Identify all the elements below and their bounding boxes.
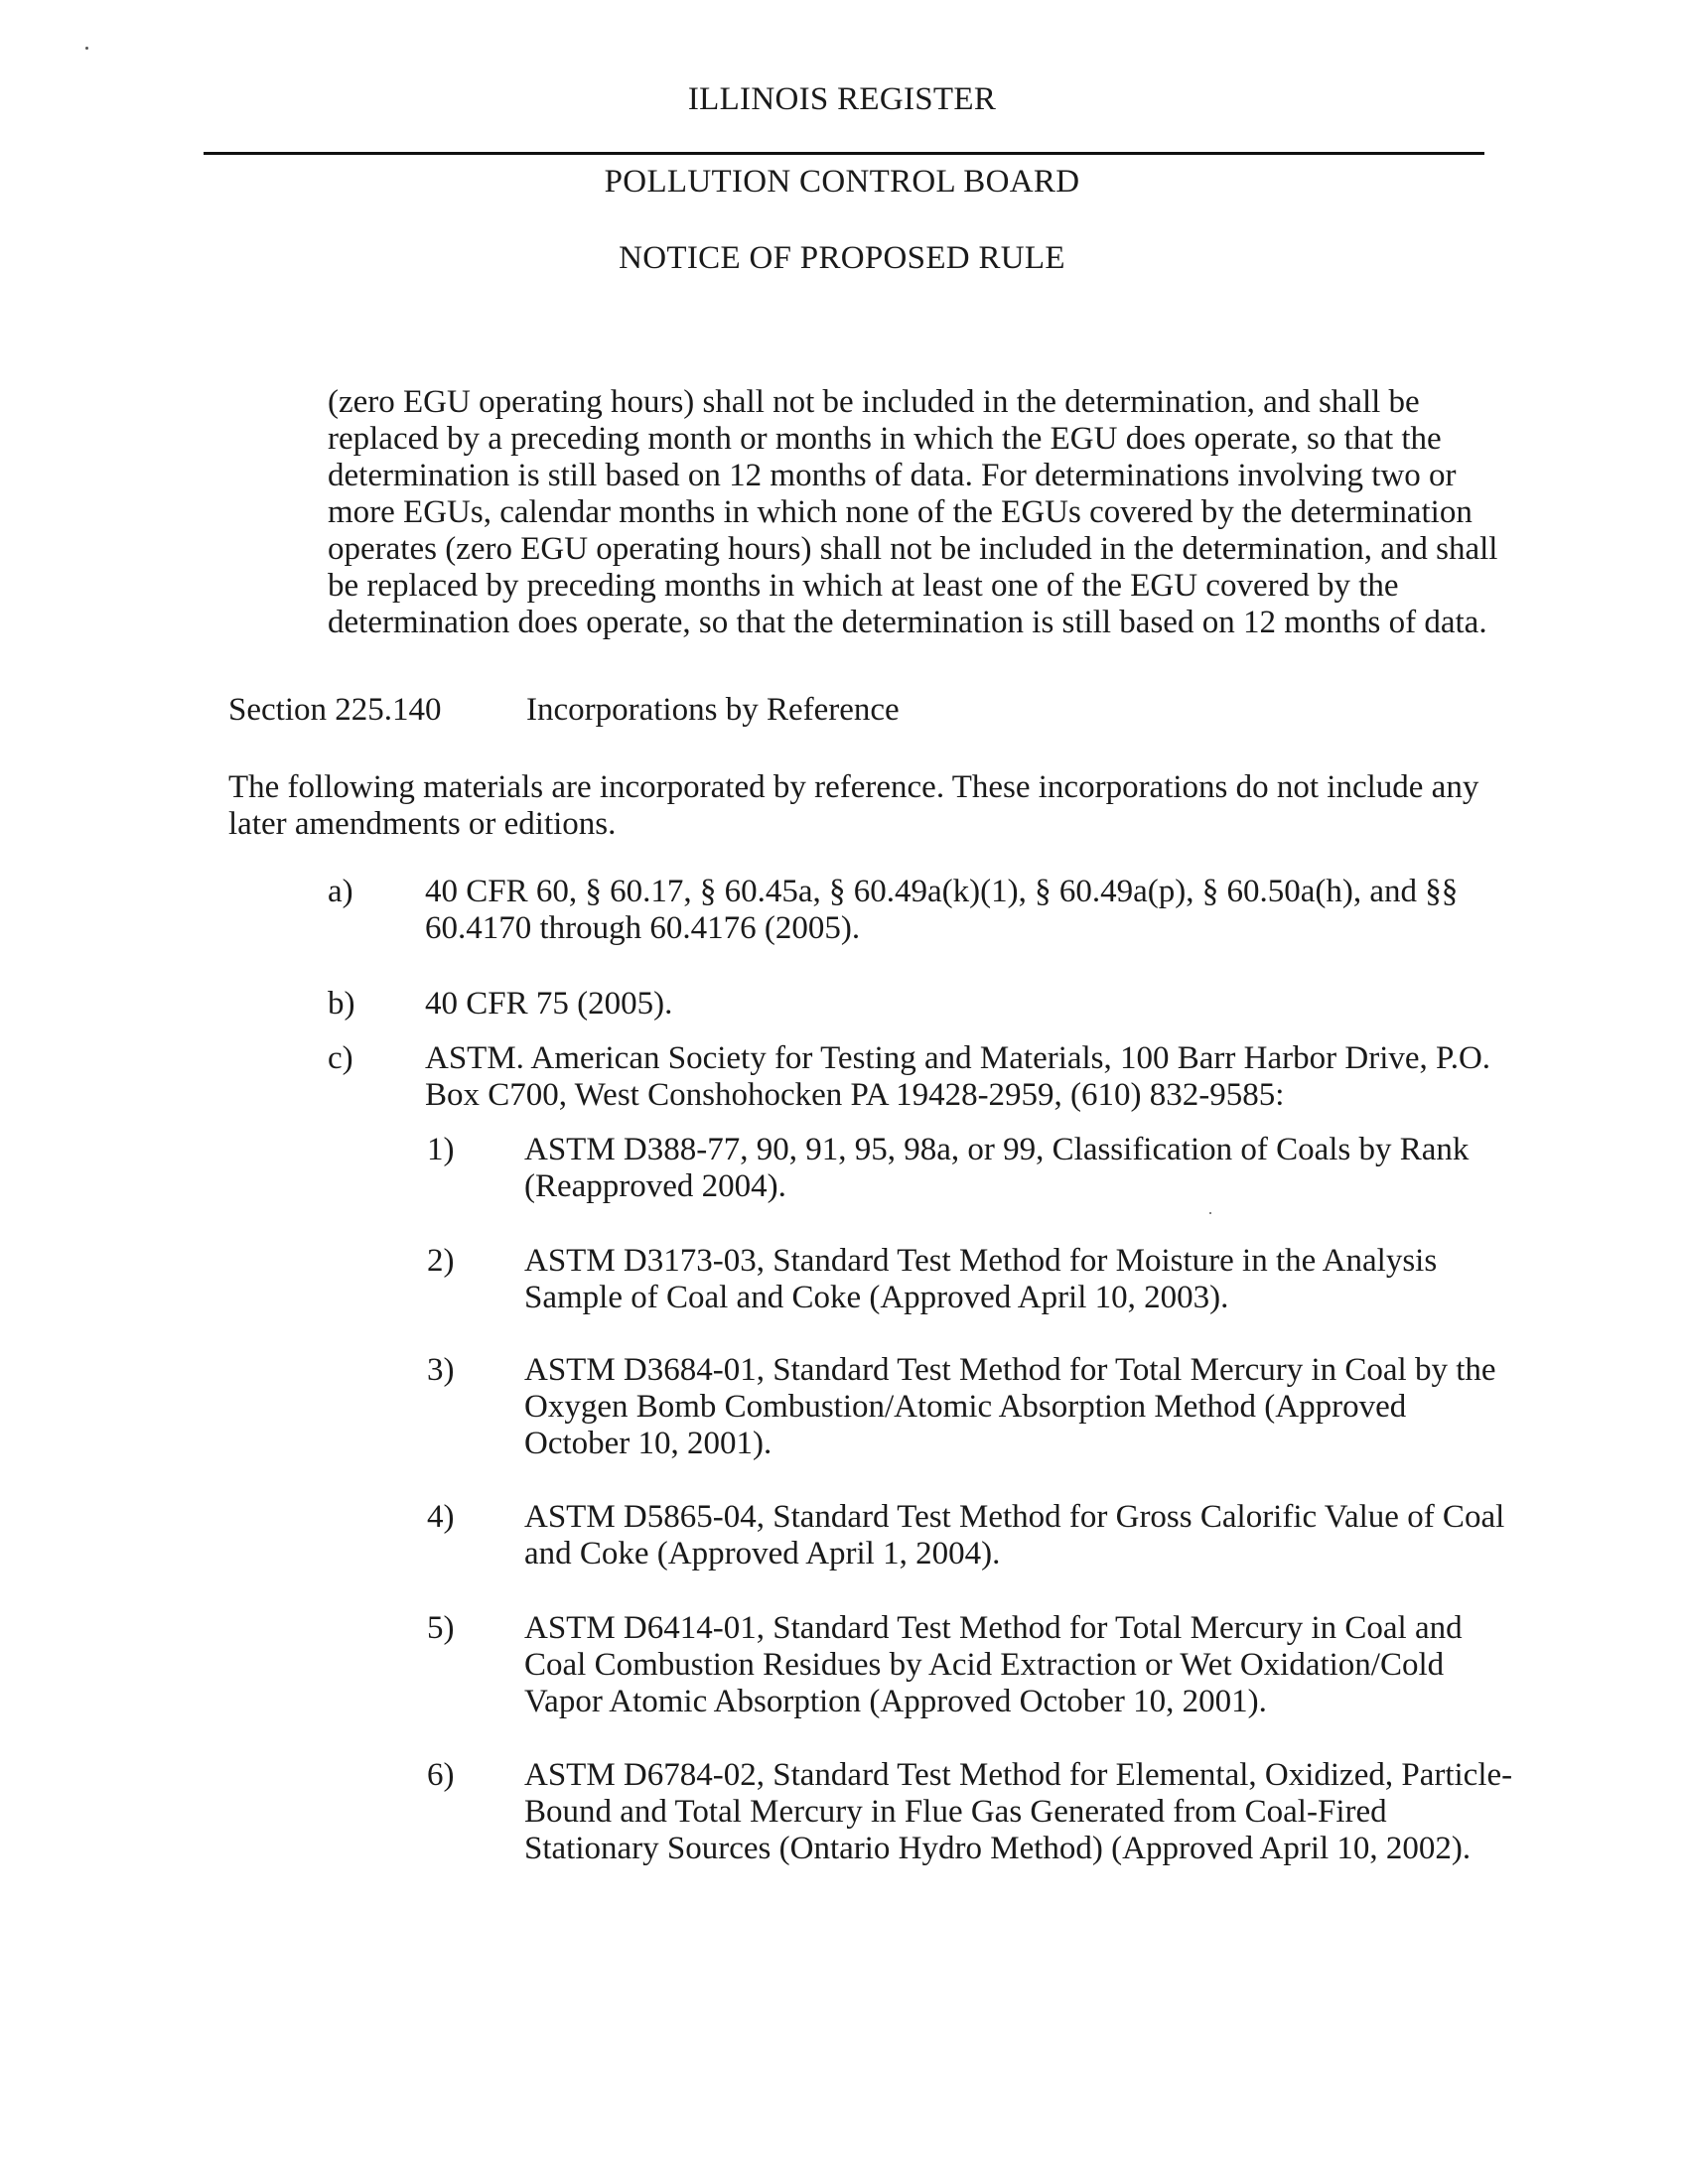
intro-paragraph: The following materials are incorporated by reference. These incorporations do not include any later amendments or editions. <box>228 769 1479 842</box>
subitem-label: 2) <box>427 1243 455 1279</box>
board-title: POLLUTION CONTROL BOARD <box>604 164 1080 200</box>
item-text: 40 CFR 75 (2005). <box>425 986 673 1022</box>
item-text: ASTM. American Society for Testing and Materials, 100 Barr Harbor Drive, P.O. Box C700, West Conshohocken PA 19428-2959, (610) 832-9585: <box>425 1040 1491 1113</box>
item-label: a) <box>328 874 353 909</box>
subitem-label: 3) <box>427 1352 455 1388</box>
subitem-text: ASTM D6784-02, Standard Test Method for Elemental, Oxidized, Particle-Bound and Total Mercury in Flue Gas Generated from Coal-Fired Stationary Sources (Ontario Hydro Method) (Approved April 10, 2002). <box>524 1757 1513 1866</box>
item-text: 40 CFR 60, § 60.17, § 60.45a, § 60.49a(k)(1), § 60.49a(p), § 60.50a(h), and §§ 60.4170 through 60.4176 (2005). <box>425 874 1459 946</box>
subitem-label: 6) <box>427 1757 455 1793</box>
subitem-text: ASTM D5865-04, Standard Test Method for Gross Calorific Value of Coal and Coke (Approved April 1, 2004). <box>524 1499 1505 1571</box>
register-title: ILLINOIS REGISTER <box>687 81 997 117</box>
subitem-text: ASTM D3684-01, Standard Test Method for Total Mercury in Coal by the Oxygen Bomb Combustion/Atomic Absorption Method (Approved October 10, 2001). <box>524 1352 1496 1461</box>
subitem-text: ASTM D6414-01, Standard Test Method for Total Mercury in Coal and Coal Combustion Residues by Acid Extraction or Wet Oxidation/Cold Vapor Atomic Absorption (Approved October 10, 2001). <box>524 1610 1463 1719</box>
scan-speck <box>1209 1212 1211 1214</box>
subitem-text: ASTM D3173-03, Standard Test Method for Moisture in the Analysis Sample of Coal and Coke (Approved April 10, 2003). <box>524 1243 1438 1315</box>
section-title: Incorporations by Reference <box>526 692 900 728</box>
section-number: Section 225.140 <box>228 692 442 728</box>
subitem-label: 1) <box>427 1132 455 1167</box>
subitem-label: 4) <box>427 1499 455 1535</box>
subitem-text: ASTM D388-77, 90, 91, 95, 98a, or 99, Classification of Coals by Rank (Reapproved 2004). <box>524 1132 1470 1204</box>
subitem-label: 5) <box>427 1610 455 1646</box>
header-divider <box>204 152 1484 155</box>
continuation-paragraph: (zero EGU operating hours) shall not be included in the determination, and shall be replaced by a preceding month or months in which the EGU does operate, so that the determination is still based on 12 months of data. For determinations involving two or more EGUs, calendar months in which none of the EGUs covered by the determination operates (zero EGU operating hours) shall not be included in the determination, and shall be replaced by preceding months in which at least one of the EGU covered by the determination does operate, so that the determination is still based on 12 months of data. <box>328 384 1498 640</box>
scan-speck <box>85 47 88 50</box>
item-label: c) <box>328 1040 353 1076</box>
notice-title: NOTICE OF PROPOSED RULE <box>619 240 1065 276</box>
item-label: b) <box>328 986 355 1022</box>
